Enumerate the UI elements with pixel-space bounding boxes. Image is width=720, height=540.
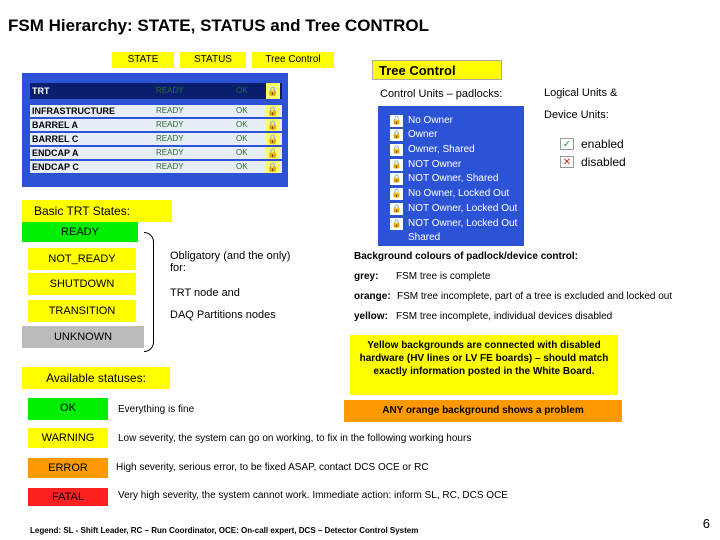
padlock-item: 🔒 NOT Owner, Locked Out xyxy=(391,203,518,214)
fsm-node-state[interactable]: READY xyxy=(156,120,184,129)
legend-text: Legend: SL - Shift Leader, RC – Run Coordinator, OCE: On-call expert, DCS – Detector Control System xyxy=(30,526,419,535)
fsm-node-state[interactable]: READY xyxy=(156,106,184,115)
fsm-node-name: ENDCAP C xyxy=(32,162,79,172)
status-fatal-badge: FATAL xyxy=(28,488,108,506)
fsm-node-state[interactable]: READY xyxy=(156,134,184,143)
padlock-not-owner-lockedout-2-icon: 🔒 xyxy=(391,219,402,228)
padlock-icon[interactable]: 🔒 xyxy=(267,106,279,116)
state-not-ready-badge: NOT_READY xyxy=(28,248,136,270)
fsm-row-endcap-a[interactable] xyxy=(30,147,282,159)
tree-control-header: Tree Control xyxy=(252,52,334,68)
state-ready-badge: READY xyxy=(22,222,138,242)
basic-states-label: Basic TRT States: xyxy=(22,200,172,222)
padlock-icon[interactable]: 🔒 xyxy=(266,83,280,99)
fsm-node-name: TRT xyxy=(32,86,50,96)
padlock-icon[interactable]: 🔒 xyxy=(267,134,279,144)
logical-units-label: Logical Units & xyxy=(544,87,618,99)
tree-control-label: Tree Control xyxy=(372,60,502,80)
enabled-label: enabled xyxy=(581,137,624,151)
disabled-label: disabled xyxy=(581,155,626,169)
padlock-locked-icon: 🔒 xyxy=(391,160,402,169)
fsm-node-name: INFRASTRUCTURE xyxy=(32,106,115,116)
padlock-item: 🔒 NOT Owner, Locked Out xyxy=(391,218,518,229)
padlock-item: 🔒 NOT Owner xyxy=(391,159,462,170)
fsm-node-name: BARREL C xyxy=(32,134,79,144)
status-error-text: High severity, serious error, to be fixed ASAP, contact DCS OCE or RC xyxy=(116,462,429,473)
state-transition-badge: TRANSITION xyxy=(28,300,136,322)
bg-orange-text: FSM tree incomplete, part of a tree is excluded and locked out xyxy=(397,291,673,302)
padlock-item: 🔒 Owner, Shared xyxy=(391,144,475,155)
fsm-row-barrel-c[interactable] xyxy=(30,133,282,145)
padlock-item: 🔓 No Owner xyxy=(391,115,454,126)
padlock-icon[interactable]: 🔒 xyxy=(267,162,279,172)
control-units-subtitle: Control Units – padlocks: xyxy=(380,88,503,100)
fsm-node-state[interactable]: READY xyxy=(156,148,184,157)
status-warning-badge: WARNING xyxy=(28,428,108,448)
trt-node-text: TRT node and xyxy=(170,287,240,299)
bg-orange-key: orange: xyxy=(354,291,391,302)
padlock-icon: 🔒 xyxy=(391,130,402,139)
fsm-node-status[interactable]: OK xyxy=(236,106,248,115)
padlock-lockedout-icon: 🔓 xyxy=(391,189,402,198)
fsm-row-barrel-a[interactable] xyxy=(30,119,282,131)
bg-colours-title: Background colours of padlock/device control: xyxy=(354,251,578,262)
fsm-node-status[interactable]: OK xyxy=(236,120,248,129)
bg-yellow-text: FSM tree incomplete, individual devices disabled xyxy=(396,311,613,322)
disabled-cross-icon: ✕ xyxy=(560,156,574,168)
padlock-item: 🔓 No Owner, Locked Out xyxy=(391,188,510,199)
padlock-icon[interactable]: 🔒 xyxy=(267,120,279,130)
page-title: FSM Hierarchy: STATE, STATUS and Tree CONTROL xyxy=(8,16,429,35)
status-ok-badge: OK xyxy=(28,398,108,420)
bg-grey-text: FSM tree is complete xyxy=(396,271,491,282)
state-unknown-badge: UNKNOWN xyxy=(22,326,144,348)
enabled-check-icon: ✓ xyxy=(560,138,574,150)
status-fatal-text: Very high severity, the system cannot work. Immediate action: inform SL, RC, DCS OCE xyxy=(118,490,508,501)
yellow-background-note: Yellow backgrounds are connected with disabled hardware (HV lines or LV FE boards) – should match exactly information posted in the White Board. xyxy=(350,335,618,395)
fsm-node-status[interactable]: OK xyxy=(236,148,248,157)
status-error-badge: ERROR xyxy=(28,458,108,478)
orange-background-note: ANY orange background shows a problem xyxy=(344,400,622,422)
bg-yellow-key: yellow: xyxy=(354,311,388,322)
fsm-node-state[interactable]: READY xyxy=(156,86,184,95)
fsm-node-name: BARREL A xyxy=(32,120,79,130)
padlock-item: 🔒 NOT Owner, Shared xyxy=(391,173,499,184)
padlock-item: Shared xyxy=(408,232,441,243)
state-shutdown-badge: SHUTDOWN xyxy=(28,273,136,295)
states-bracket xyxy=(144,232,154,352)
fsm-node-state[interactable]: READY xyxy=(156,162,184,171)
fsm-node-status[interactable]: OK xyxy=(236,162,248,171)
status-ok-text: Everything is fine xyxy=(118,404,195,415)
fsm-row-endcap-c[interactable] xyxy=(30,161,282,173)
fsm-row-trt[interactable] xyxy=(30,83,282,99)
page-number: 6 xyxy=(702,516,710,531)
obligatory-text: Obligatory (and the only) for: xyxy=(170,250,291,274)
padlock-legend-panel xyxy=(378,106,524,246)
available-statuses-label: Available statuses: xyxy=(22,367,170,389)
padlock-item: 🔒 Owner xyxy=(391,129,438,140)
padlock-shared-icon: 🔒 xyxy=(391,145,402,154)
padlock-open-icon: 🔓 xyxy=(391,116,402,125)
daq-partitions-text: DAQ Partitions nodes xyxy=(170,309,276,321)
padlock-locked-shared-icon: 🔒 xyxy=(391,174,402,183)
fsm-row-infrastructure[interactable] xyxy=(30,105,282,117)
fsm-tree-panel xyxy=(22,73,288,187)
state-header: STATE xyxy=(112,52,174,68)
status-header: STATUS xyxy=(180,52,246,68)
padlock-icon[interactable]: 🔒 xyxy=(267,148,279,158)
bg-grey-key: grey: xyxy=(354,271,379,282)
fsm-node-status[interactable]: OK xyxy=(236,134,248,143)
device-units-label: Device Units: xyxy=(544,109,609,121)
padlock-not-owner-lockedout-icon: 🔒 xyxy=(391,204,402,213)
fsm-node-status[interactable]: OK xyxy=(236,86,248,95)
fsm-node-name: ENDCAP A xyxy=(32,148,79,158)
status-warning-text: Low severity, the system can go on working, to fix in the following working hours xyxy=(118,433,472,444)
